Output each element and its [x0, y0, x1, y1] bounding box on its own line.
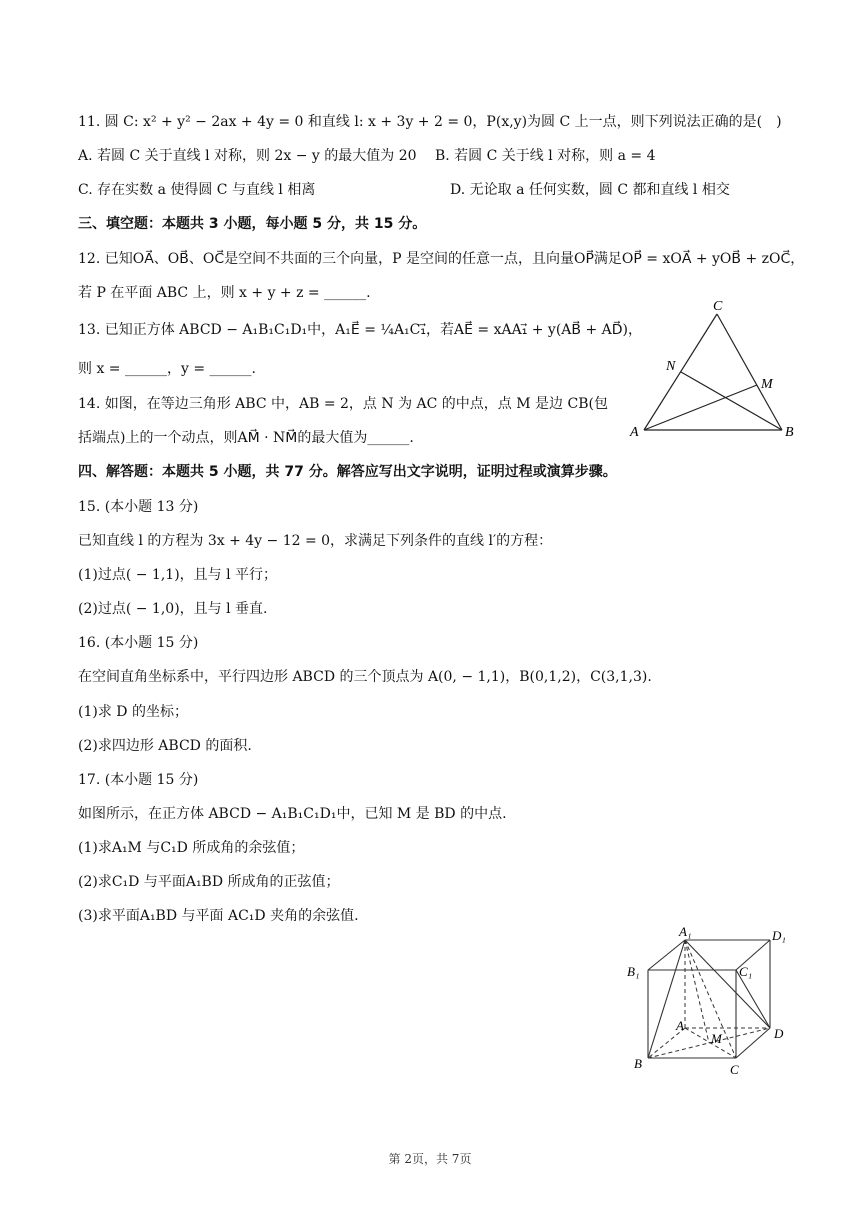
cube-label-b: B	[634, 1056, 642, 1071]
triangle-side-cb	[717, 314, 782, 430]
cube-label-d: D	[774, 1026, 784, 1041]
q15-heading: 15. (本小题 13 分)	[78, 499, 199, 515]
section-4-heading: 四、解答题：本题共 5 小题，共 77 分。解答应写出文字说明，证明过程或演算步骤。	[78, 464, 617, 480]
q14-line1: 14. 如图，在等边三角形 ABC 中，AB = 2，点 N 为 AC 的中点，点 M 是边 CB(包	[78, 396, 608, 412]
cube-label-c1: C₁	[739, 964, 753, 979]
page-footer: 第 2页，共 7页	[388, 1152, 472, 1166]
q15-part2: (2)过点( − 1,0)，且与 l 垂直.	[78, 601, 268, 617]
cube-label-a: A	[676, 1018, 684, 1033]
q16-part1: (1)求 D 的坐标；	[78, 704, 188, 720]
cube-figure	[622, 922, 802, 1082]
q12-line1: 12. 已知OA⃗、OB⃗、OC⃗是空间不共面的三个向量，P 是空间的任意一点，且向量OP⃗满足OP⃗ = xOA⃗ + yOB⃗ + zOC⃗，	[78, 251, 805, 267]
q11-option-c: C. 存在实数 a 使得圆 C 与直线 l 相离	[78, 182, 316, 198]
q17-part3: (3)求平面A₁BD 与平面 AC₁D 夹角的余弦值.	[78, 908, 359, 924]
triangle-label-m: M	[761, 377, 773, 392]
q15-stem: 已知直线 l 的方程为 3x + 4y − 12 = 0，求满足下列条件的直线 l′的方程：	[78, 533, 553, 549]
triangle-label-c: C	[713, 299, 723, 314]
q17-part1: (1)求A₁M 与C₁D 所成角的余弦值；	[78, 840, 305, 856]
q15-part1: (1)过点( − 1,1)，且与 l 平行；	[78, 567, 278, 583]
triangle-label-a: A	[630, 425, 639, 440]
cube-segment-a1-b	[648, 940, 685, 1058]
q17-stem: 如图所示，在正方体 ABCD − A₁B₁C₁D₁中，已知 M 是 BD 的中点.	[78, 806, 507, 822]
q12-line2: 若 P 在平面 ABC 上，则 x + y + z = ______.	[78, 285, 371, 301]
q16-heading: 16. (本小题 15 分)	[78, 635, 199, 651]
q11-option-d: D. 无论取 a 任何实数，圆 C 都和直线 l 相交	[450, 182, 730, 198]
q16-part2: (2)求四边形 ABCD 的面积.	[78, 738, 252, 754]
cube-segment-a1-d	[685, 940, 770, 1028]
q16-stem: 在空间直角坐标系中，平行四边形 ABCD 的三个顶点为 A(0, − 1,1)，B(0,1,2)，C(3,1,3).	[78, 669, 652, 685]
triangle-label-b: B	[785, 425, 794, 440]
section-3-heading: 三、填空题：本题共 3 小题，每小题 5 分，共 15 分。	[78, 216, 427, 232]
q13-line1: 13. 已知正方体 ABCD − A₁B₁C₁D₁中，A₁E⃗ = ¼A₁C₁⃗，若AE⃗ = xAA₁⃗ + y(AB⃗ + AD⃗)，	[78, 322, 643, 338]
triangle-label-n: N	[666, 359, 676, 374]
triangle-figure	[620, 298, 810, 446]
q14-line2: 括端点)上的一个动点，则AM⃗ · NM⃗的最大值为______.	[78, 430, 414, 446]
triangle-segment-am	[644, 385, 757, 430]
q17-heading: 17. (本小题 15 分)	[78, 772, 199, 788]
q17-part2: (2)求C₁D 与平面A₁BD 所成角的正弦值；	[78, 874, 340, 890]
cube-label-b1: B₁	[627, 964, 640, 979]
q11-options-ab: A. 若圆 C 关于直线 l 对称，则 2x − y 的最大值为 20 B. 若圆 C 关于线 l 对称，则 a = 4	[78, 148, 656, 164]
cube-label-d1: D₁	[772, 928, 786, 943]
q11-stem: 11. 圆 C: x² + y² − 2ax + 4y = 0 和直线 l: x + 3y + 2 = 0，P(x,y)为圆 C 上一点，则下列说法正确的是( )	[78, 114, 782, 130]
cube-label-m: M	[711, 1031, 722, 1046]
cube-label-c: C	[730, 1062, 739, 1077]
cube-label-a1: A₁	[679, 924, 692, 939]
triangle-side-ac	[644, 314, 717, 430]
cube-edge-a1-b1	[648, 940, 685, 970]
q13-line2: 则 x = ______，y = ______.	[78, 361, 256, 377]
